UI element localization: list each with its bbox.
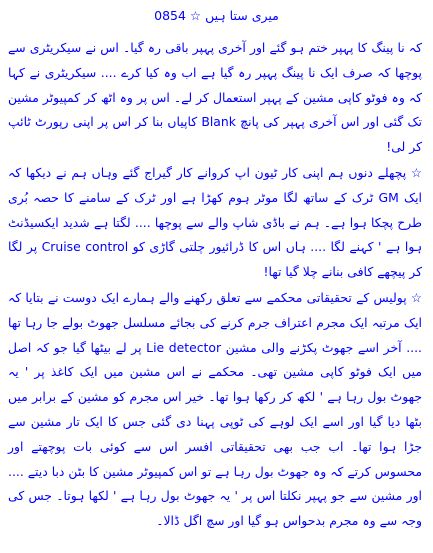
- page-title: میری ستا ہیں ☆ 0854: [154, 8, 279, 23]
- paragraph-3: ☆ پولیس کے تحقیقاتی محکمے سے تعلق رکھنے والے ہمارے ایک دوست نے بتایا کہ ایک مرتبہ ایک مجرم اعتراف جرم کرنے کی بجائے مسلسل جھوٹ بولے جا رہا تھا .... آخر اسے جھوٹ پکڑنے والی مشین Lie detector پر لے بیٹھا گیا جو کہ اصل میں ایک فوٹو کاپی مشین تھی۔ محکمے نے اس مشین میں ایک کاغذ پر ' یہ جھوٹ بول رہا ہے ' لکھ کر رکھا ہوا تھا۔ خیر اس مجرم کو مشین کے برابر میں بٹھا دیا گیا اور اسے ایک لوہے کی ٹوپی پہنا دی گئی جس کا ایک تار مشین سے جڑا ہوا تھا۔ اب جب بھی تحقیقاتی افسر اس سے کوئی بات پوچھتے اور محسوس کرتے کہ وہ جھوٹ بول رہا ہے تو اس کمپیوٹر مشین کا بٹن دبا دیتے .... اور مشین سے جو پہپر نکلتا اس پر ' یہ جھوٹ بول رہا ہے ' لکھا ہوتا۔ جس کی وجہ سے وہ مجرم بدحواس ہو گیا اور سچ اگل ڈالا۔: [8, 289, 422, 529]
- article-body: [8, 36, 422, 535]
- paragraph-1: کہ نا پینگ کا پہپر ختم ہو گئے اور آخری پہپر باقی رہ گیا۔ اس نے سیکریٹری سے پوچھا کہ صرف ایک نا پینگ پہپر رہ گیا ہے اب وہ کیا کرے .... سیکریٹری نے کہا کہ وہ فوٹو کاپی مشین کے پہپر استعمال کر لے۔ اس پر وہ اٹھ کر کمپیوٹر مشین تک گئی اور اس آخری پہپر کی پانچ Blank کاپیاں بنا کر اس پر اپنی رپورٹ ٹائپ کر لی!: [8, 40, 422, 155]
- paragraph-2: ☆ پچھلے دنوں ہم اپنی کار ٹیون اپ کروانے کار گیراج گئے وہاں ہم نے دیکھا کہ ایک GM ٹرک کے ساتھ لگا موٹر ہوم کھڑا ہے اور ٹرک کے سامنے کا حصہ بُری طرح پچکا ہوا ہے۔ ہم نے باڈی شاپ والے سے پوچھا .... لگتا ہے شدید ایکسیڈنٹ ہوا ہے ' کہنے لگا .... ہاں اس کا ڈرائیور چلتی گاڑی کو Cruise control پر لگا کر پیچھے کافی بنانے چلا گیا تھا!: [8, 164, 422, 280]
